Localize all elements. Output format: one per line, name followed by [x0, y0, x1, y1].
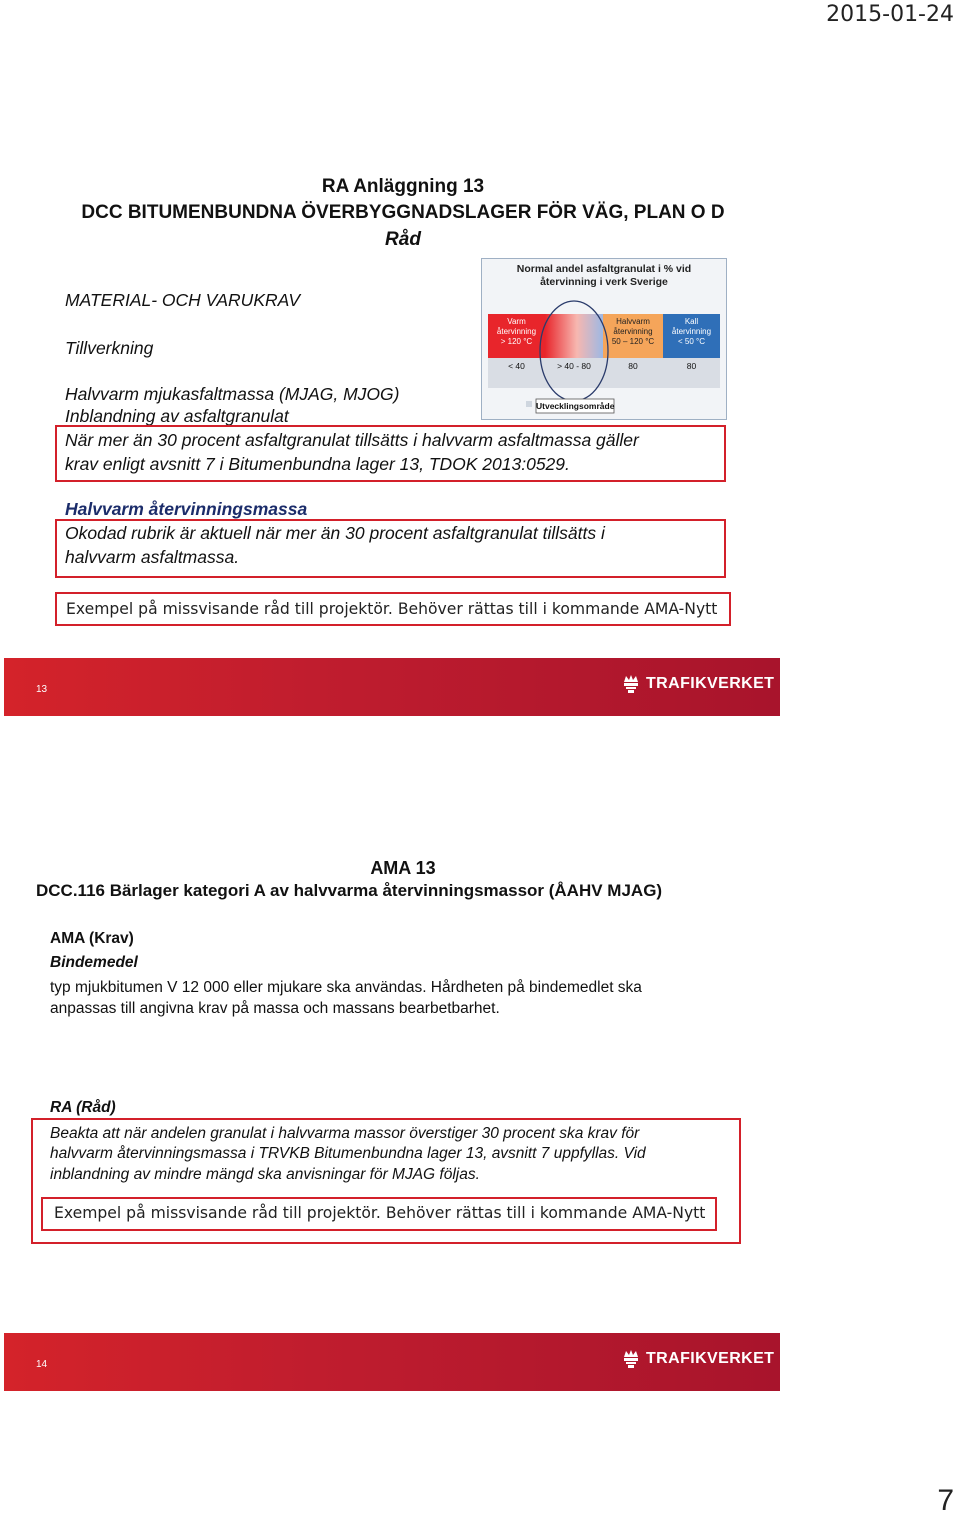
section-material: MATERIAL- OCH VARUKRAV: [65, 290, 301, 310]
slide14-para1-line2: anpassas till angivna krav på massa och massans bearbetbarhet.: [50, 1000, 500, 1017]
slide13-title: RA Anläggning 13: [321, 176, 485, 197]
value-halfwarm: 80: [628, 361, 638, 371]
section-tillverkning: Tillverkning: [65, 338, 154, 358]
para2-line1: Okodad rubrik är aktuell när mer än 30 procent asfaltgranulat tillsätts i: [65, 523, 605, 543]
para1-line1: När mer än 30 procent asfaltgranulat tillsätts i halvvarm asfaltmassa gäller: [65, 430, 639, 450]
slide14-title: AMA 13: [370, 858, 436, 878]
col-cold: Kall återvinning < 50 °C: [671, 317, 712, 346]
slide-number-14: 14: [36, 1359, 48, 1370]
sub-heading: Halvvarm mjukasfaltmassa (MJAG, MJOG): [65, 384, 400, 404]
gradient-cell: [545, 314, 603, 358]
trafikverket-logo-14: TRAFIKVERKET: [622, 1349, 774, 1369]
trafikverket-logo-13: TRAFIKVERKET: [622, 674, 774, 694]
para2-line2: halvvarm asfaltmassa.: [65, 547, 240, 567]
slide14-para1-line1: typ mjukbitumen V 12 000 eller mjukare ska användas. Hårdheten på bindemedlet ska: [50, 979, 642, 996]
note-13: Exempel på missvisande råd till projektör. Behöver rättas till i kommande AMA-Nytt: [66, 600, 718, 618]
slide13-title-line2: DCC BITUMENBUNDNA ÖVERBYGGNADSLAGER FÖR VÄG, PLAN O D: [81, 202, 725, 223]
slide14-para2-line1: Beakta att när andelen granulat i halvvarma massor överstiger 30 procent ska krav för: [50, 1125, 640, 1142]
slide-number-13: 13: [36, 684, 48, 695]
development-label: Utvecklingsområde: [536, 401, 615, 411]
heading-halvvarm-atervinningsmassa: Halvvarm återvinningsmassa: [65, 499, 308, 519]
note-14: Exempel på missvisande råd till projektör. Behöver rättas till i kommande AMA-Nytt: [54, 1204, 706, 1222]
col-warm: Varm återvinning > 120 °C: [496, 317, 537, 346]
granulat-figure: [481, 258, 727, 420]
value-gradient: > 40 - 80: [557, 361, 591, 371]
crown-icon: [622, 674, 640, 694]
sub-line: Inblandning av asfaltgranulat: [65, 406, 289, 426]
value-cold: 80: [686, 361, 697, 371]
figure-title: Normal andel asfaltgranulat i % vid återvinning i verk Sverige: [516, 263, 692, 288]
ama-krav: AMA (Krav): [50, 930, 134, 947]
value-warm: < 40: [508, 361, 525, 371]
bindemedel-heading: Bindemedel: [50, 954, 138, 971]
footer-slide14: [4, 1333, 780, 1391]
slide14-para2-line2: halvvarm återvinningsmassa i TRVKB Bitumenbundna lager 13, avsnitt 7 uppfyllas. Vid: [50, 1145, 646, 1162]
crown-icon: [622, 1349, 640, 1369]
para1-line2: krav enligt avsnitt 7 i Bitumenbundna lager 13, TDOK 2013:0529.: [65, 454, 570, 474]
slide14-subtitle: DCC.116 Bärlager kategori A av halvvarma återvinningsmassor (ÅAHV MJAG): [36, 881, 663, 900]
legend-icon: [526, 401, 532, 407]
col-halfwarm: Halvvarm återvinning 50 – 120 °C: [611, 317, 655, 346]
page-number: 7: [937, 1484, 954, 1517]
slide14-para2-line3: inblandning av mindre mängd ska anvisningar för MJAG följas.: [50, 1166, 480, 1183]
footer-slide13: [4, 658, 780, 716]
ra-heading: RA (Råd): [50, 1099, 116, 1116]
slide13-title-line3: Råd: [385, 229, 421, 250]
header-date: 2015-01-24: [826, 2, 954, 27]
